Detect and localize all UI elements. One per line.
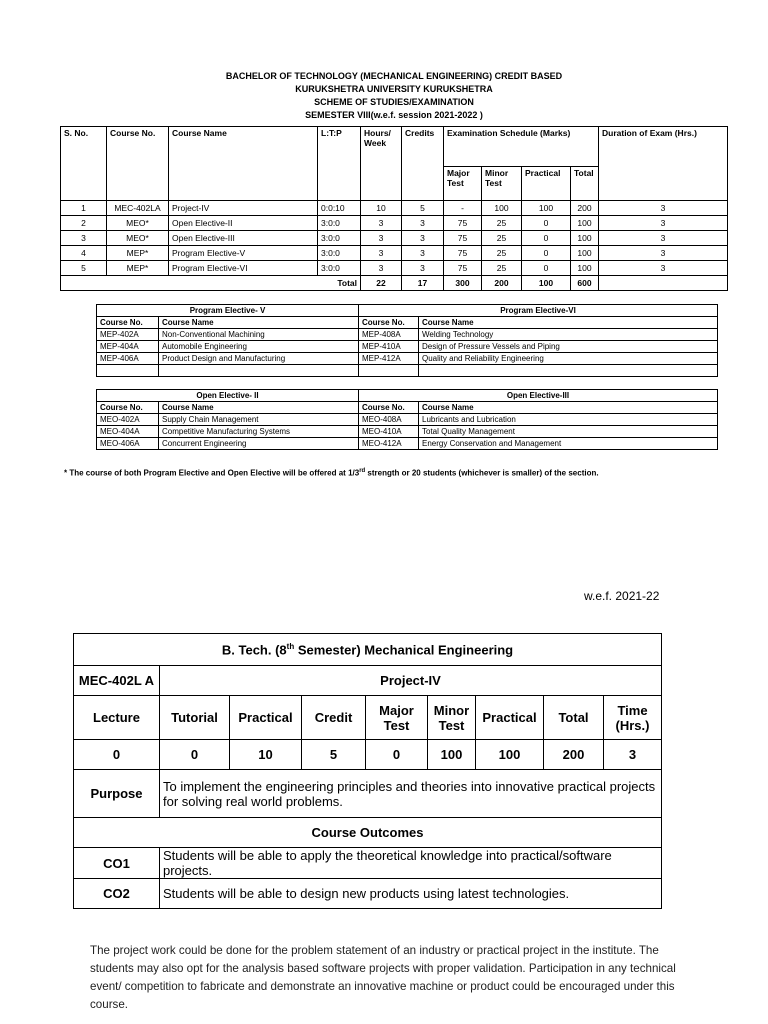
cell-sno: 5 [61,261,107,276]
cell-credits: 3 [402,231,444,246]
elective-note [64,468,599,478]
table-row [61,246,728,261]
col-course-name: Course Name [159,317,359,329]
course-value-cell: 10 [230,740,302,770]
table-row [61,216,728,231]
purpose-label: Purpose [74,770,160,818]
open-electives-table [96,389,718,450]
header-credits: Credits [402,127,444,201]
cell-hours: 3 [361,216,402,231]
note-text-end: strength or 20 students (whichever is smaller) of the section. [365,468,599,478]
cell-practical: 0 [522,231,571,246]
note-sup: rd [359,468,366,474]
header-major: Major Test [444,167,482,201]
table-row [61,261,728,276]
course-header-cell: Time (Hrs.) [604,696,662,740]
course-header-row [74,696,662,740]
header-line-1: BACHELOR OF TECHNOLOGY (MECHANICAL ENGINEERING) CREDIT BASED [225,71,563,81]
course-name: Design of Pressure Vessels and Piping [419,341,718,353]
cell-credits: 5 [402,201,444,216]
course-name: Quality and Reliability Engineering [419,353,718,365]
header-line-2: KURUKSHETRA UNIVERSITY KURUKSHETRA [295,84,493,94]
table-row [97,341,718,353]
cell-total: 100 [571,261,599,276]
course-header-cell: Total [544,696,604,740]
wef-label: w.e.f. 2021-22 [584,589,660,603]
cell-total: 100 [571,216,599,231]
cell-duration: 3 [599,231,728,246]
total-duration [599,276,728,291]
total-minor: 200 [482,276,522,291]
header-total: Total [571,167,599,201]
table-row [97,426,718,438]
course-detail-table [73,633,662,909]
cell-duration: 3 [599,216,728,231]
open-elective-iii-title: Open Elective-III [359,390,718,402]
table-row [97,329,718,341]
cell-sno: 3 [61,231,107,246]
program-elective-vi-title: Program Elective-VI [359,305,718,317]
header-line-3: SCHEME OF STUDIES/EXAMINATION [314,97,474,107]
open-elective-ii-title: Open Elective- II [97,390,359,402]
course-header-cell: Major Test [366,696,428,740]
cell-major: 75 [444,216,482,231]
cell-credits: 3 [402,261,444,276]
cell-total: 200 [571,201,599,216]
cell-major: 75 [444,231,482,246]
course-name: Non-Conventional Machining [159,329,359,341]
course-value-row [74,740,662,770]
cell-course-no: MEO* [107,216,169,231]
cell-course-no: MEO* [107,231,169,246]
course-title-post: Semester) Mechanical Engineering [294,642,514,658]
col-course-name: Course Name [159,402,359,414]
project-description: The project work could be done for the problem statement of an industry or practical project in the institute. The students may also opt for the analysis based software projects with proper validation. Participation in any technical event/ competition to fabricate and demonstrate an innovative machine or product could be encouraged under this course. [90,944,676,1011]
cell-credits: 3 [402,246,444,261]
table-row [61,201,728,216]
course-header-cell: Practical [230,696,302,740]
header-duration: Duration of Exam (Hrs.) [599,127,728,201]
course-no: MEP-404A [97,341,159,353]
cell-hours: 3 [361,231,402,246]
outcome-code: CO1 [74,848,160,879]
header-minor: Minor Test [482,167,522,201]
course-title [74,634,662,666]
cell-duration: 3 [599,261,728,276]
col-course-no: Course No. [359,402,419,414]
course-no: MEO-412A [359,438,419,450]
total-total: 600 [571,276,599,291]
cell-course-name: Project-IV [169,201,318,216]
course-value-cell: 0 [160,740,230,770]
cell-sno: 1 [61,201,107,216]
outcome-row [74,879,662,909]
cell-hours: 10 [361,201,402,216]
cell-course-name: Program Elective-VI [169,261,318,276]
cell-course-name: Program Elective-V [169,246,318,261]
course-name: Project-IV [160,666,662,696]
course-no: MEO-404A [97,426,159,438]
course-no: MEO-406A [97,438,159,450]
cell-course-no: MEP* [107,246,169,261]
total-practical: 100 [522,276,571,291]
course-value-cell: 3 [604,740,662,770]
outcomes-title: Course Outcomes [74,818,662,848]
cell-ltp: 0:0:10 [318,201,361,216]
course-name: Competitive Manufacturing Systems [159,426,359,438]
cell-minor: 100 [482,201,522,216]
document-header [60,70,728,122]
outcome-text: Students will be able to apply the theoretical knowledge into practical/software projects. [160,848,662,879]
cell-sno: 2 [61,216,107,231]
course-header-cell: Minor Test [428,696,476,740]
course-title-sup: th [286,641,295,651]
outcome-row [74,848,662,879]
col-course-name: Course Name [419,402,718,414]
program-elective-v-title: Program Elective- V [97,305,359,317]
cell-practical: 0 [522,216,571,231]
cell-ltp: 3:0:0 [318,246,361,261]
course-header-cell: Credit [302,696,366,740]
cell-ltp: 3:0:0 [318,261,361,276]
col-course-no: Course No. [97,317,159,329]
cell-major: - [444,201,482,216]
cell-ltp: 3:0:0 [318,216,361,231]
cell-duration: 3 [599,201,728,216]
header-ltp: L:T:P [318,127,361,201]
course-name: Supply Chain Management [159,414,359,426]
course-no: MEO-410A [359,426,419,438]
outcome-text: Students will be able to design new products using latest technologies. [160,879,662,909]
cell-total: 100 [571,231,599,246]
note-text: * The course of both Program Elective and Open Elective will be offered at 1/3 [64,468,360,478]
header-practical: Practical [522,167,571,201]
course-header-cell: Lecture [74,696,160,740]
cell-hours: 3 [361,246,402,261]
header-line-4: SEMESTER VIII(w.e.f. session 2021-2022 ) [305,110,483,120]
course-value-cell: 100 [476,740,544,770]
course-value-cell: 100 [428,740,476,770]
course-name: Lubricants and Lubrication [419,414,718,426]
cell-practical: 0 [522,246,571,261]
col-course-no: Course No. [359,317,419,329]
course-header-cell: Practical [476,696,544,740]
cell-sno: 4 [61,246,107,261]
course-value-cell: 0 [74,740,160,770]
table-row [97,353,718,365]
cell-course-name: Open Elective-II [169,216,318,231]
cell-total: 100 [571,246,599,261]
course-name: Welding Technology [419,329,718,341]
course-no: MEP-410A [359,341,419,353]
course-no: MEP-406A [97,353,159,365]
total-row [61,276,728,291]
header-course-name: Course Name [169,127,318,201]
cell-minor: 25 [482,261,522,276]
course-no: MEP-408A [359,329,419,341]
course-name: Product Design and Manufacturing [159,353,359,365]
header-hours: Hours/ Week [361,127,402,201]
scheme-table [60,126,728,291]
course-value-cell: 200 [544,740,604,770]
purpose-text: To implement the engineering principles and theories into innovative practical projects for solving real world problems. [160,770,662,818]
course-name: Energy Conservation and Management [419,438,718,450]
course-code: MEC-402L A [74,666,160,696]
program-electives-table [96,304,718,377]
cell-practical: 100 [522,201,571,216]
total-hours: 22 [361,276,402,291]
outcome-code: CO2 [74,879,160,909]
cell-minor: 25 [482,231,522,246]
cell-major: 75 [444,261,482,276]
cell-minor: 25 [482,246,522,261]
cell-practical: 0 [522,261,571,276]
course-no: MEP-412A [359,353,419,365]
course-name: Automobile Engineering [159,341,359,353]
cell-major: 75 [444,246,482,261]
cell-ltp: 3:0:0 [318,231,361,246]
course-header-cell: Tutorial [160,696,230,740]
cell-hours: 3 [361,261,402,276]
col-course-name: Course Name [419,317,718,329]
total-credits: 17 [402,276,444,291]
course-no: MEO-408A [359,414,419,426]
course-no: MEP-402A [97,329,159,341]
cell-duration: 3 [599,246,728,261]
header-course-no: Course No. [107,127,169,201]
course-value-cell: 5 [302,740,366,770]
course-value-cell: 0 [366,740,428,770]
table-row [97,414,718,426]
cell-course-no: MEC-402LA [107,201,169,216]
course-name: Total Quality Management [419,426,718,438]
cell-minor: 25 [482,216,522,231]
table-row [97,438,718,450]
header-exam: Examination Schedule (Marks) [444,127,599,167]
table-row [61,231,728,246]
total-label: Total [61,276,361,291]
total-major: 300 [444,276,482,291]
course-no: MEO-402A [97,414,159,426]
cell-course-name: Open Elective-III [169,231,318,246]
header-sno: S. No. [61,127,107,201]
cell-credits: 3 [402,216,444,231]
col-course-no: Course No. [97,402,159,414]
cell-course-no: MEP* [107,261,169,276]
course-title-pre: B. Tech. (8 [221,642,287,658]
course-name: Concurrent Engineering [159,438,359,450]
